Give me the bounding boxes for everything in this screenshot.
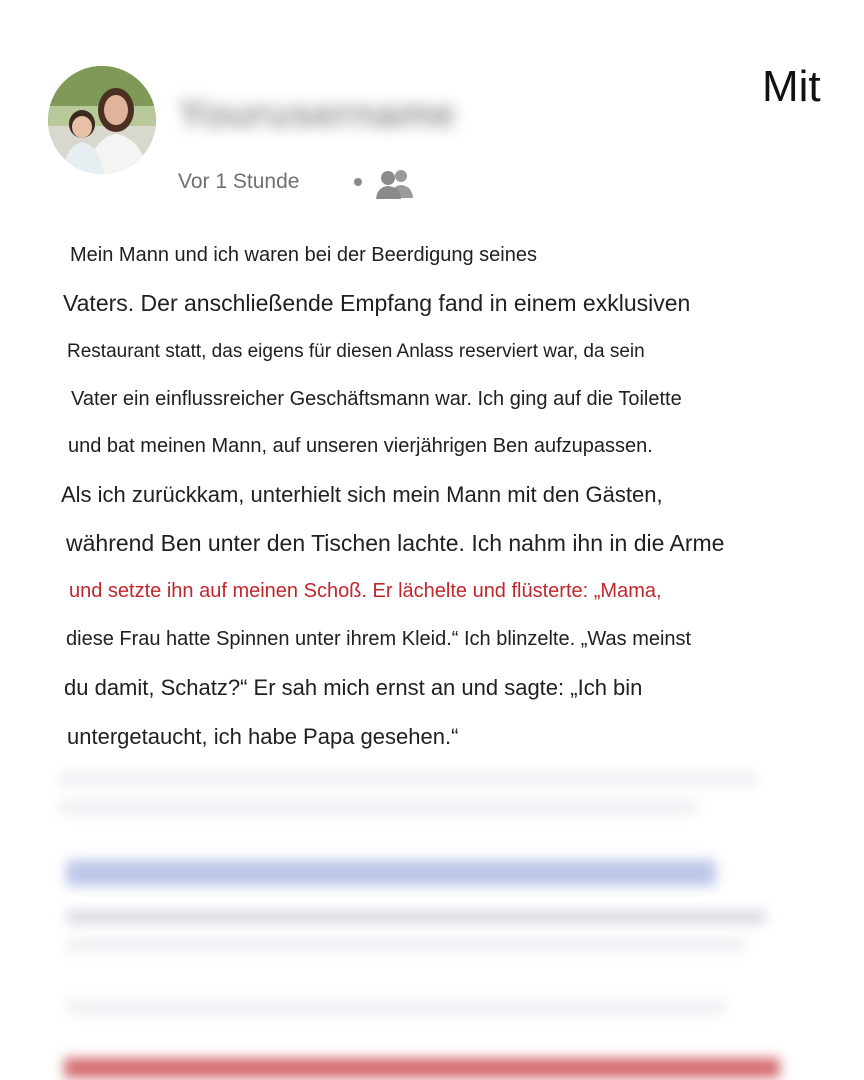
story-line: Als ich zurückkam, unterhielt sich mein Mann mit den Gästen, (61, 482, 663, 507)
story-line: diese Frau hatte Spinnen unter ihrem Kleid.“ Ich blinzelte. „Was meinst (66, 628, 692, 650)
story-line-highlighted: und setzte ihn auf meinen Schoß. Er lächelte und flüsterte: „Mama, (69, 580, 662, 602)
story-line: du damit, Schatz?“ Er sah mich ernst an und sagte: „Ich bin (64, 675, 643, 700)
post-timestamp: Vor 1 Stunde (178, 170, 300, 193)
avatar[interactable] (48, 66, 156, 174)
group-icon[interactable] (374, 166, 416, 200)
story-line: Vaters. Der anschließende Empfang fand in einem exklusiven (63, 290, 691, 316)
profile-photo (48, 66, 156, 174)
story-line: Mein Mann und ich waren bei der Beerdigung seines (70, 244, 537, 266)
faded-content (58, 760, 788, 1080)
story-line: untergetaucht, ich habe Papa gesehen.“ (67, 724, 459, 749)
username[interactable]: Yourusername (178, 92, 456, 136)
partial-header-text: Mit (762, 62, 821, 111)
story-line: während Ben unter den Tischen lachte. Ich nahm ihn in die Arme (66, 530, 725, 556)
story-line: und bat meinen Mann, auf unseren vierjährigen Ben aufzupassen. (68, 435, 653, 457)
story-line: Restaurant statt, das eigens für diesen Anlass reserviert war, da sein (67, 341, 645, 362)
story-line: Vater ein einflussreicher Geschäftsmann war. Ich ging auf die Toilette (71, 388, 682, 410)
separator-dot (354, 178, 362, 186)
